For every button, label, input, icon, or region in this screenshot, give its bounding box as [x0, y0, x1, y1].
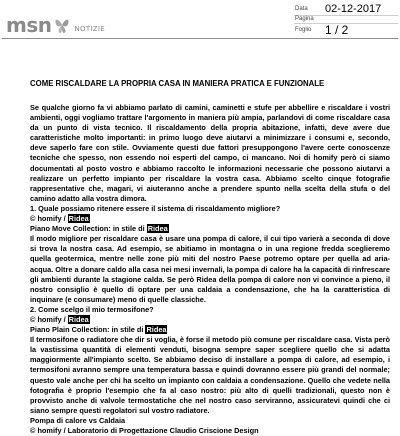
paragraph-3: Il termosifone o radiatore che dir si voglia, è forse il metodo più comune per riscaldare casa. Vista però la vastissima quantità di elementi venduti, bisogna sempre saper scegliere quello che si adatta maggiormente all'impianto scelto. Se abbiamo deciso di installare a pompa di calore, ad esempio, i termosifoni avranno sempre una temperatura bassa e quindi dovranno essere più grandi del normale; questo vale anche per chi ha scelto un impianto con caldaia a condensazione. Quello che vedete nella fotografia è proprio l'esempio che fa al caso nostro: più alto di quelli tradizionali, questo non è provvisto anche di valvole termostatiche che nel nostro caso serviranno, assicuratevi quindi che ci siano sempre questi regolatori sul vostro radiatore. — [30, 335, 390, 415]
photo-credit-3: © homify / Laboratorio di Progettazione Claudio Criscione Design — [30, 426, 259, 435]
butterfly-logo-icon — [54, 16, 70, 34]
caption-prefix: Piano Plain Collection: in stile di — [30, 325, 146, 335]
article — [30, 79, 390, 436]
page-label: Pagina — [295, 16, 314, 22]
date-value: 02-12-2017 — [325, 3, 382, 15]
sheet-row — [294, 23, 398, 37]
brand-tag: Ridea — [68, 214, 89, 224]
credit-prefix: © homify / — [30, 214, 68, 224]
sheet-label: Foglio — [295, 27, 312, 33]
question-1: 1. Quale possiamo ritenere essere il sistema di riscaldamento migliore? — [30, 203, 281, 213]
photo-caption-2 — [30, 325, 390, 335]
paragraph-2: Il modo migliore per riscaldare casa è usare una pompa di calore, il cui tipo varierà a seconda di dove si trova la nostra casa. Ad esempio, se abitiamo in montagna o in una regione fredda sceglieremo quella geotermica, mentre nelle zone più miti del nostro Paese potremo optare per quella ad aria-acqua. Oltre a donare caldo alla casa nei mesi invernali, la pompa di calore ha la capacità di rinfrescare gli ambienti durante la stagione calda. Se però Ridea della pompa di calore non vi convince a pieno, il nostro consiglio è quello di optare per una caldaia a condensazione, che ha la caratteristica di inquinare (e consumare) meno di quelle classiche. — [30, 234, 390, 304]
date-label: Data — [295, 6, 308, 12]
header-divider — [2, 38, 398, 39]
brand-tag: Ridea — [147, 224, 168, 234]
brand-tag: Ridea — [146, 325, 167, 335]
question-3: Pompa di calore vs Caldaia — [30, 415, 126, 425]
brand-tag: Ridea — [68, 314, 89, 324]
photo-caption-1 — [30, 224, 390, 234]
photo-credit-1 — [30, 214, 390, 224]
msn-logo — [6, 11, 105, 35]
section-label: NOTIZIE — [74, 25, 105, 33]
credit-prefix: © homify / — [30, 314, 68, 324]
article-body — [30, 103, 390, 436]
question-2: 2. Come scelgo il mio termosifone? — [30, 304, 154, 314]
document-meta — [294, 3, 398, 37]
sheet-value: 1 / 2 — [325, 23, 349, 37]
photo-credit-2 — [30, 315, 390, 325]
logo-wordmark: msn — [6, 13, 52, 37]
intro-paragraph: Se qualche giorno fa vi abbiamo parlato di camini, caminetti e stufe per abbellire e riscaldare i vostri ambienti, oggi vogliamo trattare l'argomento in maniera più ampia, parlandovi di come riscaldare casa da un punto di vista tecnico. Il riscaldamento della propria abitazione, infatti, deve avere due caratteristiche molto importanti: in primo luogo deve aiutarvi a minimizzare i consumi e, secondo, deve saperlo fare con stile. Ovviamente questi due fattori presuppongono l'avere certe conoscenze tecniche che spesso, non essendo noi esperti del campo, ci mancano. Noi di homify però ci siamo documentati al posto vostro e abbiamo raccolto le informazioni necessarie che possono aiutarvi a realizzare un perfetto impianto per riscaldare la vostra casa. Abbiamo scelto cinque fotografie rappresentative che, magari, vi aiuteranno anche a prendere spunto nella scelta della stufa o del camino adatto alla vostra dimora. — [30, 103, 390, 203]
article-title: COME RISCALDARE LA PROPRIA CASA IN MANIERA PRATICA E FUNZIONALE — [30, 79, 325, 88]
caption-prefix: Piano Move Collection: in stile di — [30, 224, 147, 234]
